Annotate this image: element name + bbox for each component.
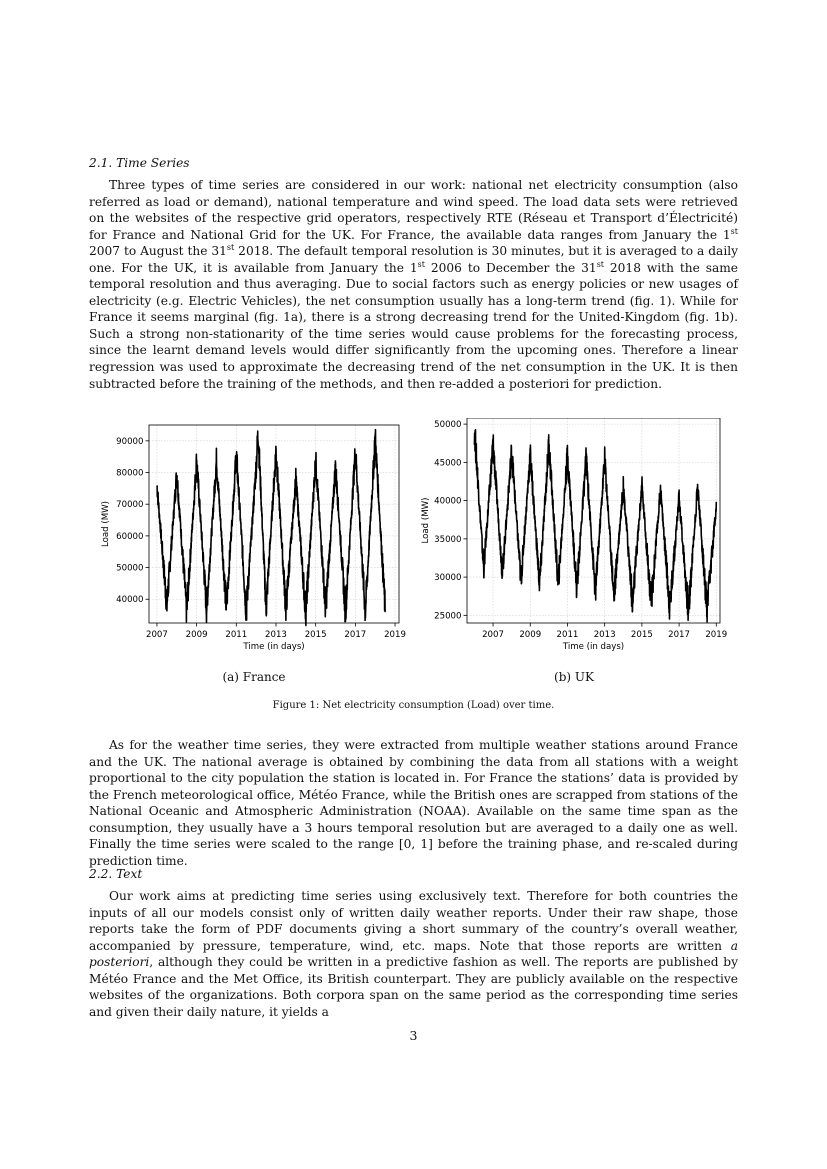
subcaption-a: (a) France — [222, 670, 286, 684]
figure-1a-france-chart — [90, 418, 410, 663]
series-line-uk — [474, 430, 716, 622]
y-tick-label: 80000 — [116, 468, 144, 479]
y-tick-label: 40000 — [434, 496, 462, 507]
section-heading-text: 2.2. Text — [89, 867, 143, 881]
x-tick-label: 2017 — [344, 630, 367, 640]
y-tick-label: 60000 — [116, 531, 144, 542]
y-tick-label: 40000 — [116, 595, 144, 606]
y-tick-label: 50000 — [116, 563, 144, 574]
section-heading-time-series: 2.1. Time Series — [89, 156, 190, 170]
y-tick-label: 45000 — [434, 458, 462, 469]
x-tick-label: 2011 — [225, 630, 248, 640]
x-tick-label: 2013 — [265, 630, 287, 640]
paragraph-weather: As for the weather time series, they were extracted from multiple weather stations around France and the UK. The national average is obtained by combining the data from all stations with a weight proportional to the city population the station is located in. For France the stations’ data is provided by the French meteorological office, Météo France, while the British ones are scrapped from stations of the National Oceanic and Atmospheric Administration (NOAA). Available on the same time span as the consumption, they usually have a 3 hours temporal resolution but are averaged to a daily one as well. Finally the time series were scaled to the range [0, 1] before the training phase, and re-scaled during prediction time. — [89, 738, 738, 868]
y-tick-label: 35000 — [434, 534, 462, 545]
paragraph-time-series: Three types of time series are considered in our work: national net electricity consumption (also referred as load or demand), national temperature and wind speed. The load data sets were retrieved on the websites of the respective grid operators, respectively RTE (Réseau et Transport d’Électricité) for France and National Grid for the UK. For France, the available data ranges from January the 1st 2007 to August the 31st 2018. The default temporal resolution is 30 minutes, but it is averaged to a daily one. For the UK, it is available from January the 1st 2006 to December the 31st 2018 with the same temporal resolution and thus averaging. Due to social factors such as energy policies or new usages of electricity (e.g. Electric Vehicles), the net consumption usually has a long-term trend (fig. 1). While for France it seems marginal (fig. 1a), there is a strong decreasing trend for the United-Kingdom (fig. 1b). Such a strong non-stationarity of the time series would cause problems for the forecasting process, since the learnt demand levels would differ significantly from the upcoming ones. Therefore a linear regression was used to approximate the decreasing trend of the net consumption in the UK. It is then subtracted before the training of the methods, and then re-added a posteriori for prediction. — [89, 178, 739, 391]
x-tick-label: 2009 — [519, 630, 542, 640]
y-tick-label: 70000 — [116, 500, 144, 511]
x-tick-label: 2015 — [304, 630, 327, 640]
x-tick-label: 2017 — [668, 630, 691, 640]
x-tick-label: 2019 — [384, 630, 406, 640]
y-tick-label: 30000 — [434, 573, 462, 584]
x-tick-label: 2011 — [556, 630, 579, 640]
x-tick-label: 2015 — [630, 630, 653, 640]
x-tick-label: 2013 — [593, 630, 616, 640]
figure-1b-uk-chart — [410, 418, 730, 663]
x-tick-label: 2007 — [145, 630, 168, 640]
x-axis-label: Time (in days) — [243, 642, 305, 652]
y-tick-label: 50000 — [434, 420, 462, 431]
page-number: 3 — [409, 1028, 418, 1043]
subcaption-b: (b) UK — [554, 670, 594, 684]
y-axis-label: Load (MW) — [101, 501, 111, 547]
x-tick-label: 2007 — [482, 630, 504, 640]
y-axis-label: Load (MW) — [421, 497, 431, 544]
paragraph-text: Our work aims at predicting time series using exclusively text. Therefore for both countries the inputs of all our models consist only of written daily weather reports. Under their raw shape, those reports take the form of PDF documents giving a short summary of the country’s overall weather, accompanied by pressure, temperature, wind, etc. maps. Note that those reports are written a posteriori, although they could be written in a predictive fashion as well. The reports are published by Météo France and the Met Office, its British counterpart. They are publicly available on the respective websites of the organizations. Both corpora span on the same period as the corresponding time series and given their daily nature, it yields a — [89, 889, 738, 1019]
y-tick-label: 25000 — [434, 611, 462, 622]
series-line-france — [157, 430, 385, 626]
y-tick-label: 90000 — [116, 436, 144, 447]
x-tick-label: 2009 — [185, 630, 208, 640]
x-tick-label: 2019 — [705, 630, 728, 640]
x-axis-label: Time (in days) — [562, 642, 625, 652]
figure-caption: Figure 1: Net electricity consumption (Load) over time. — [272, 700, 555, 711]
